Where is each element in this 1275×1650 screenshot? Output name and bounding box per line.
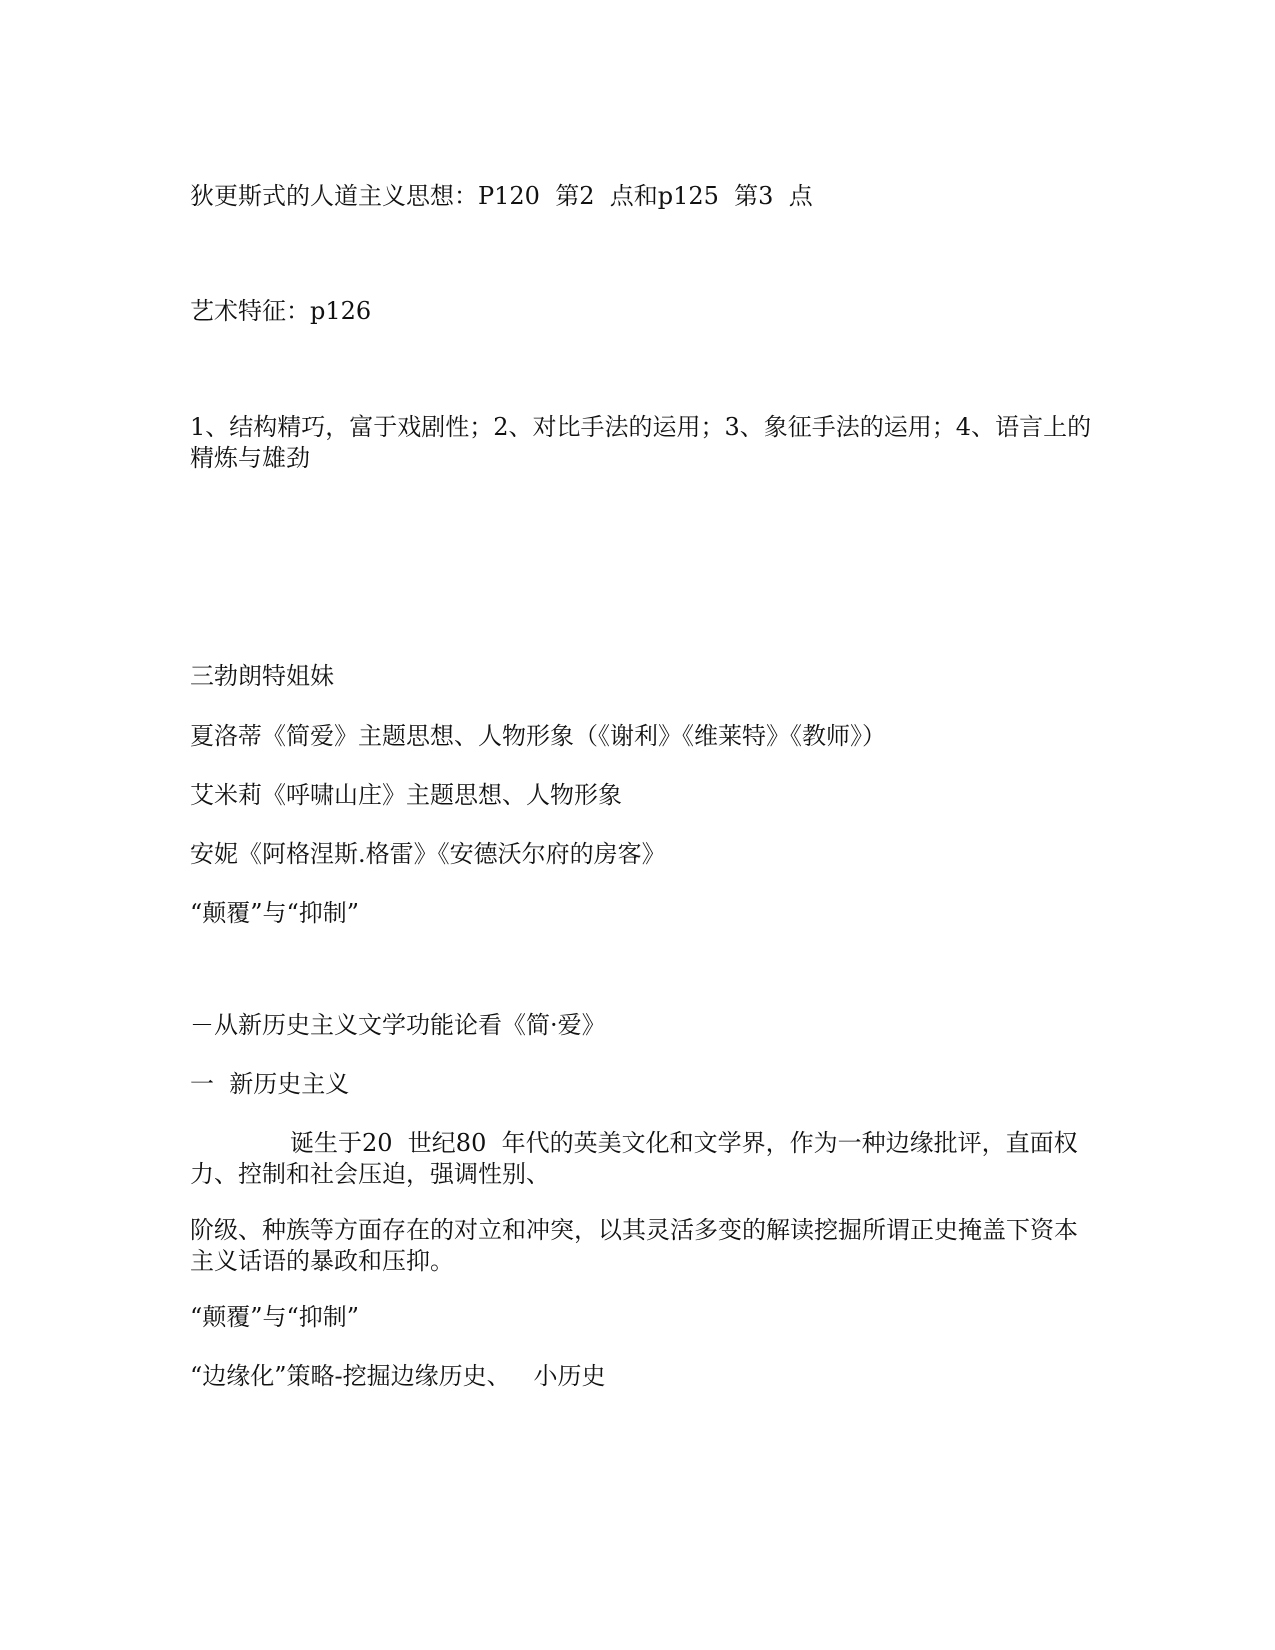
paragraph-subversion-containment-2: “颠覆”与“抑制”	[190, 1303, 360, 1331]
paragraph-charlotte: 夏洛蒂《简爱》主题思想、人物形象（《谢利》《维莱特》《教师》）	[190, 722, 886, 750]
paragraph-marginalization: “边缘化”策略-挖掘边缘历史、 小历史	[190, 1362, 606, 1390]
paragraph-class-race: 阶级、种族等方面存在的对立和冲突，以其灵活多变的解读挖掘所谓正史掩盖下资本主义话语的暴政和压抑。	[190, 1216, 1078, 1275]
paragraph-dickens-humanism: 狄更斯式的人道主义思想：P120 第2 点和p125 第3 点	[190, 182, 813, 210]
paragraph-anne: 安妮《阿格涅斯.格雷》《安德沃尔府的房客》	[190, 840, 666, 868]
paragraph-bronte-sisters: 三勃朗特姐妹	[190, 662, 334, 690]
paragraph-subversion-containment-1: “颠覆”与“抑制”	[190, 899, 360, 927]
paragraph-new-historicism-title: －从新历史主义文学功能论看《简·爱》	[190, 1011, 606, 1039]
paragraph-artistic-features: 艺术特征：p126	[190, 297, 372, 325]
paragraph-features-list: 1、结构精巧，富于戏剧性；2、对比手法的运用；3、象征手法的运用；4、语言上的精炼与雄劲	[190, 413, 1092, 472]
paragraph-origin: 诞生于20 世纪80 年代的英美文化和文学界，作为一种边缘批评，直面权力、控制和社会压迫，强调性别、	[190, 1129, 1078, 1188]
paragraph-section-one: 一 新历史主义	[190, 1070, 350, 1098]
paragraph-emily: 艾米莉《呼啸山庄》主题思想、人物形象	[190, 781, 622, 809]
